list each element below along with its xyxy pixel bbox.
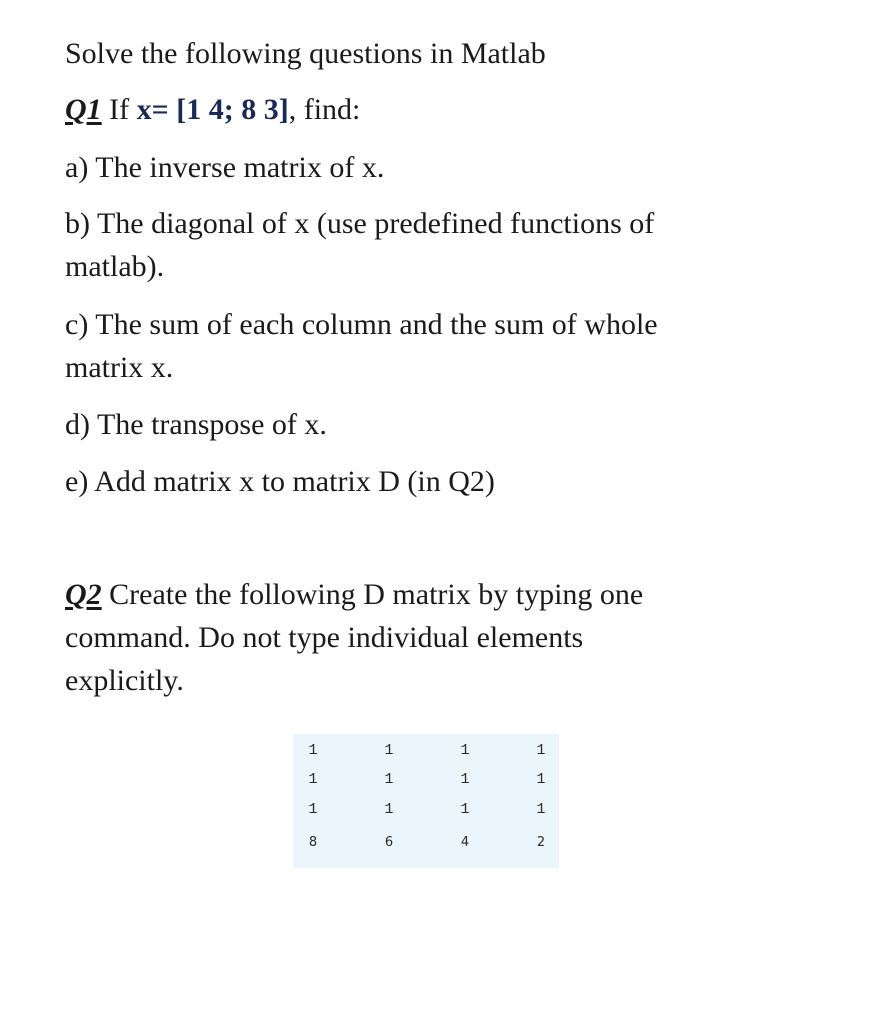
q1-item-c: c) The sum of each column and the sum of whole — [65, 308, 658, 341]
matrix-cell: 1 — [384, 742, 394, 759]
matrix-d-output — [293, 734, 559, 868]
q1-intro — [65, 89, 360, 131]
matrix-cell: 1 — [308, 801, 318, 818]
matrix-cell: 1 — [384, 771, 394, 788]
matrix-cell: 1 — [384, 801, 394, 818]
q1-item-d: d) The transpose of x. — [65, 408, 327, 441]
matrix-cell: 1 — [536, 742, 546, 759]
q1-intro-prefix: If — [101, 93, 137, 126]
q2-text-1: Create the following D matrix by typing one — [101, 578, 644, 611]
q2-line-2: command. Do not type individual elements — [65, 621, 584, 654]
matrix-cell: 1 — [460, 742, 470, 759]
q2-line-3: explicitly. — [65, 664, 184, 697]
q1-item-b-cont: matlab). — [65, 250, 165, 283]
matrix-cell: 1 — [308, 742, 318, 759]
q1-item-b: b) The diagonal of x (use predefined functions of — [65, 207, 655, 240]
matrix-cell: 1 — [536, 801, 546, 818]
q2-line-1 — [65, 574, 643, 616]
matrix-cell: 6 — [384, 835, 394, 850]
matrix-cell: 1 — [460, 771, 470, 788]
matrix-cell: 2 — [536, 835, 546, 850]
q1-label: Q1 — [65, 93, 102, 126]
document-heading: Solve the following questions in Matlab — [65, 37, 546, 70]
matrix-cell: 1 — [308, 771, 318, 788]
q1-item-a: a) The inverse matrix of x. — [65, 151, 385, 184]
q1-intro-suffix: , find: — [288, 93, 361, 126]
matrix-cell: 1 — [460, 801, 470, 818]
q1-item-c-cont: matrix x. — [65, 351, 174, 384]
matrix-cell: 1 — [536, 771, 546, 788]
q1-item-e: e) Add matrix x to matrix D (in Q2) — [65, 465, 495, 498]
matrix-cell: 8 — [308, 835, 318, 850]
q2-label: Q2 — [65, 578, 102, 611]
q1-expression: x= [1 4; 8 3] — [136, 93, 289, 126]
matrix-cell: 4 — [460, 835, 470, 850]
